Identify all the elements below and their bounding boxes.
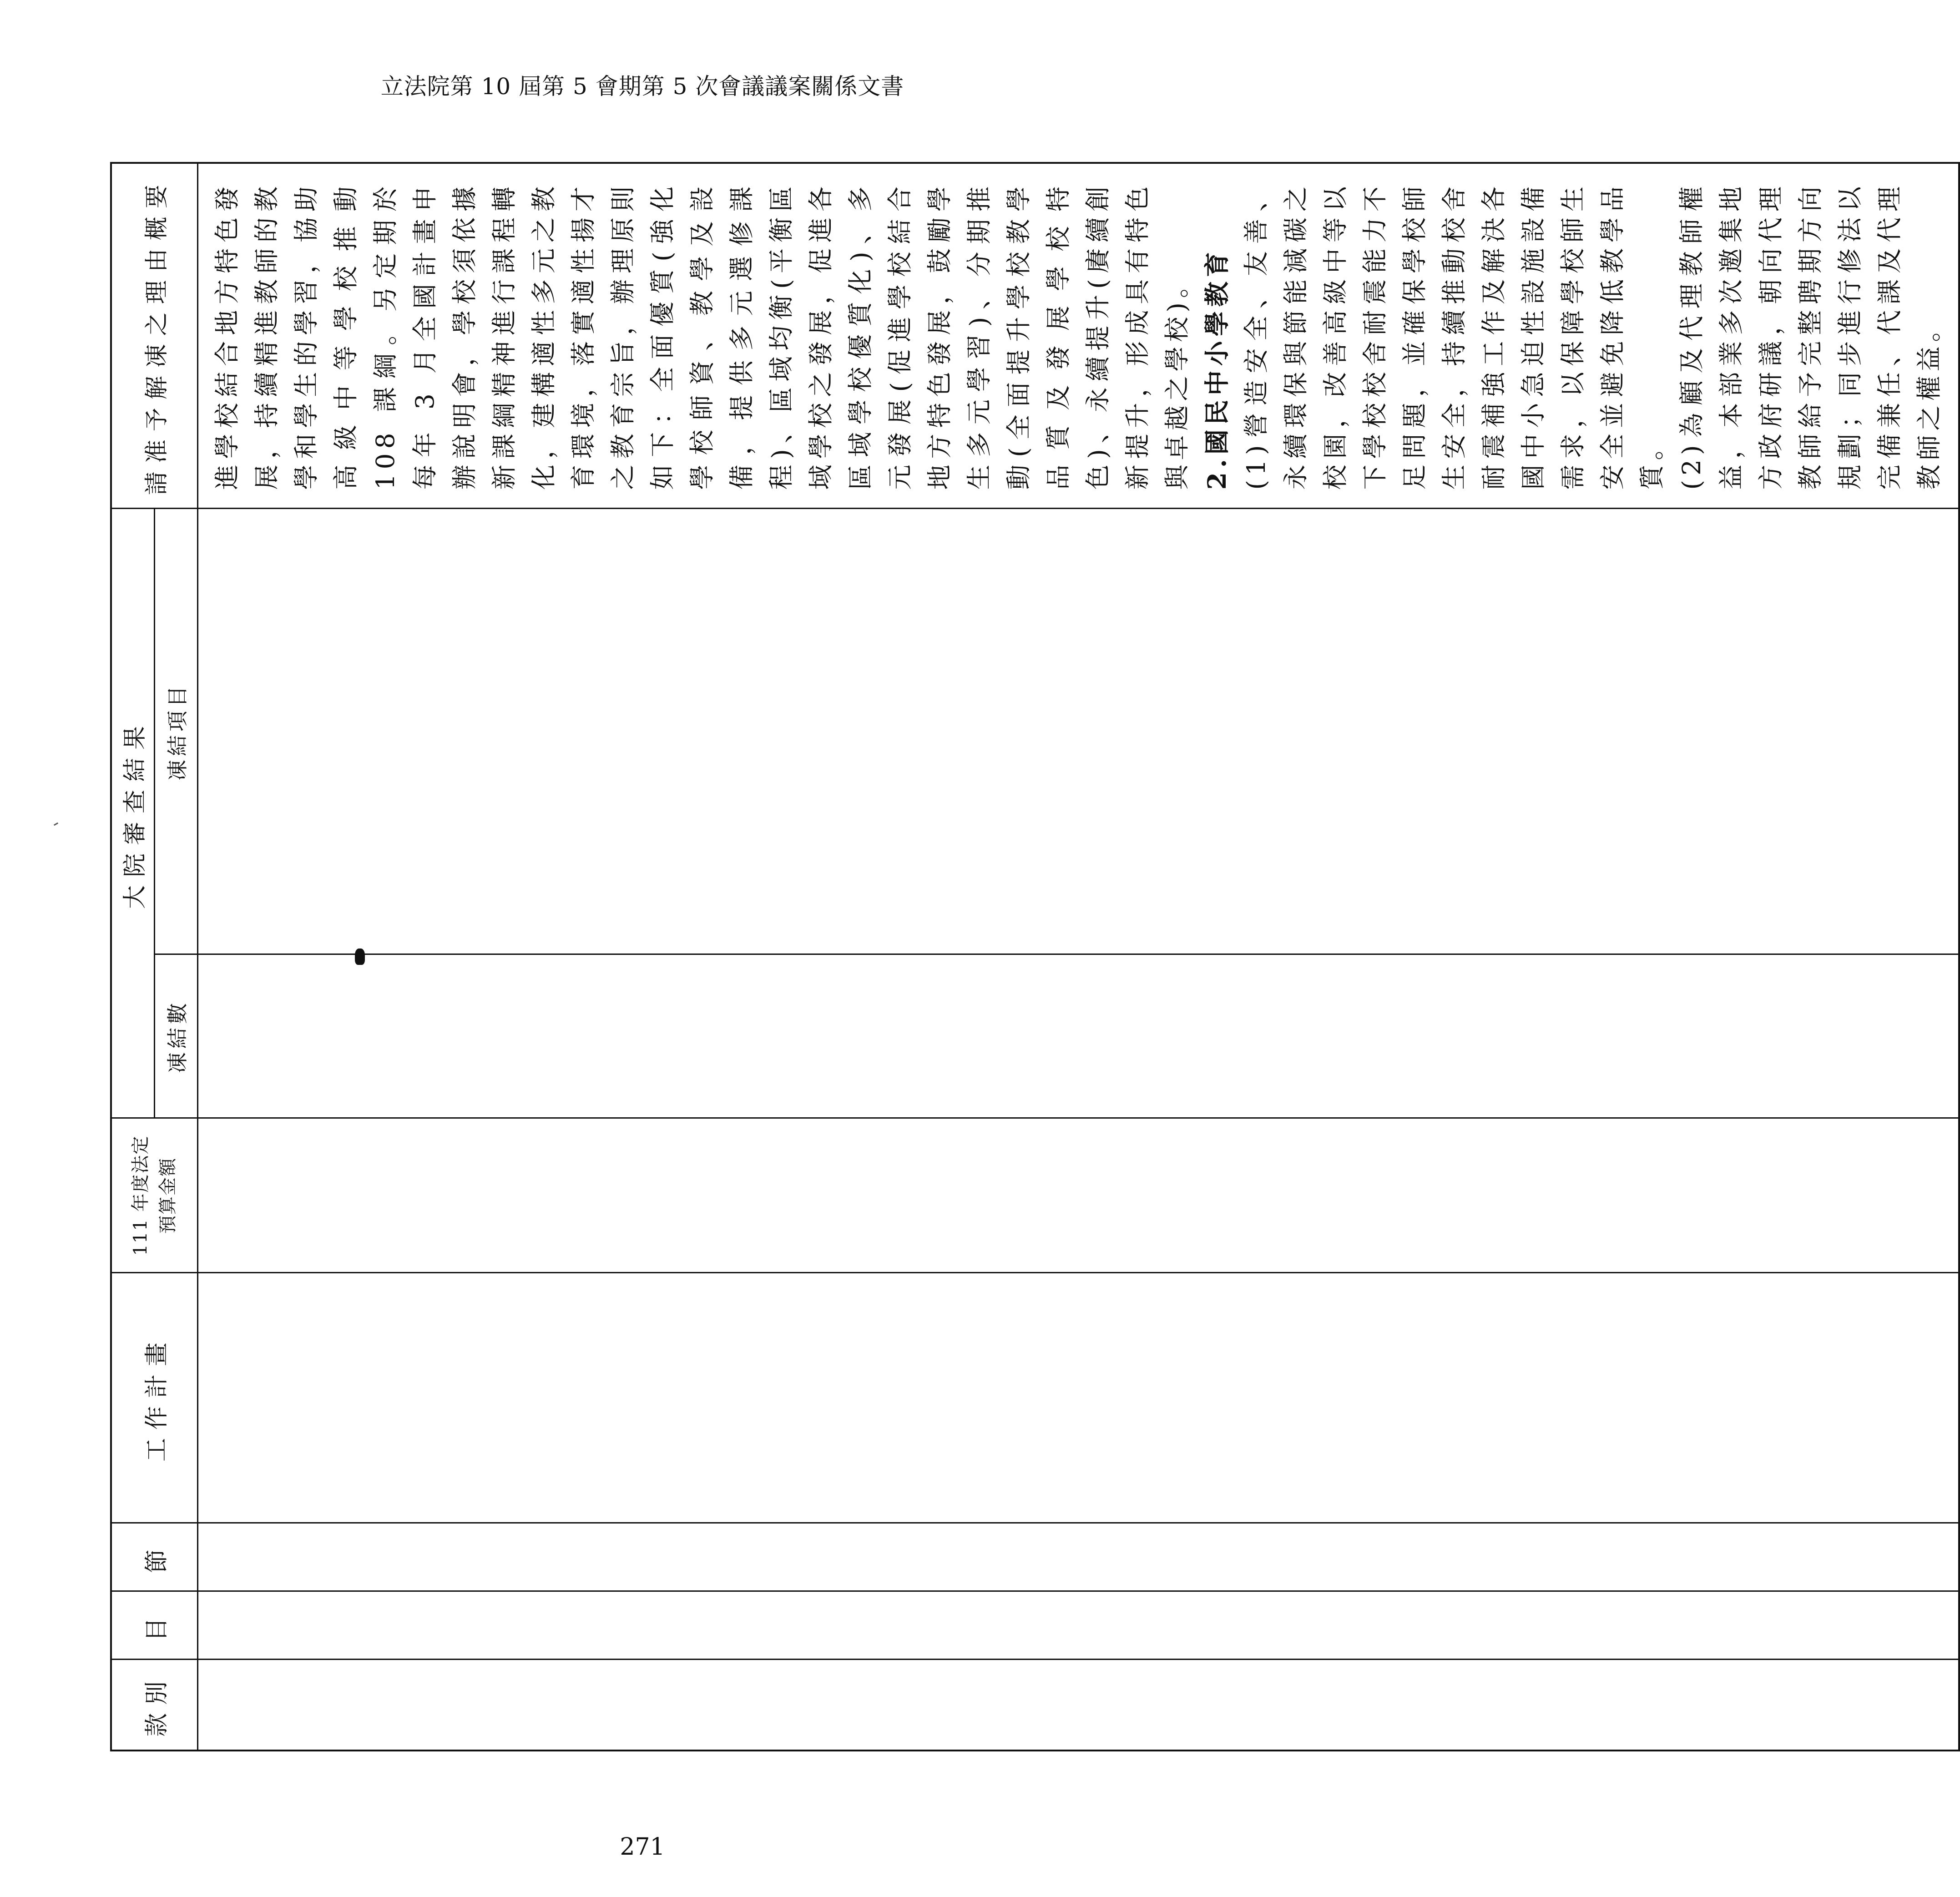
ink-smudge-mark: [355, 948, 365, 965]
cell-category: [197, 1660, 1959, 1751]
reason-text: [207, 182, 1949, 490]
col-item-header: 目: [111, 1591, 197, 1660]
cell-frozen-amount: [197, 954, 1959, 1118]
col-frozen-item-header: 凍結項目: [154, 509, 197, 954]
col-budget-header-bottom: 預算金額: [157, 1157, 179, 1234]
col-budget-header-top: 111 年度法定: [130, 1135, 152, 1256]
cell-item: [197, 1591, 1959, 1660]
cell-frozen-item: [197, 509, 1959, 954]
cell-budget: [197, 1118, 1959, 1273]
col-review-header: 大院審查結果: [111, 509, 154, 1118]
reason-paragraph-2: (1)營造安全、友善、永續環保與節能減碳之校園，改善高級中等以下學校校舍耐震能力不足問題，並確保學校師生安全，持續推動校舍耐震補強工作及解決各國中小急迫性設施設備需求，以保障學校師生安全並避免降低教學品質。: [1241, 182, 1667, 490]
reason-paragraph-3: (2)為顧及代理教師權益，本部業多次邀集地方政府研議，朝向代理教師給予完整聘期方向規劃；同步進行修法以完備兼任、代課及代理教師之權益。: [1677, 182, 1944, 490]
col-reason-header: 請准予解凍之理由概要: [111, 163, 197, 509]
cell-section: [197, 1523, 1959, 1591]
col-section-header: 節: [111, 1523, 197, 1591]
reason-paragraph-1: 進學校結合地方特色發展，持續精進教師的教學和學生的學習，協助高級中等學校推動 108 課綱。另定期於每年 3 月全國計畫申辦說明會，學校須依據新課綱精神進行課程轉化，建構適性多元之教育環境，落實適性揚才之教育宗旨，辦理原則如下：全面優質(強化學校師資、教學及設備，提供多元選修課程)、區域均衡(平衡區域學校之發展，促進各區域學校優質化)、多元發展(促進學校結合地方特色發展，鼓勵學生多元學習)、分期推動(全面提升學校教學品質及發展學校特色)、永續提升(賡續創新提升，形成具有特色與卓越之學校)。: [212, 182, 1192, 490]
col-frozen-amount-header: 凍結數: [154, 954, 197, 1118]
cell-reason: [197, 163, 1959, 509]
col-plan-header: 工作計畫: [111, 1273, 197, 1523]
col-category-header: 款別: [111, 1660, 197, 1751]
col-budget-header: [111, 1118, 197, 1273]
budget-unfreeze-table: [110, 162, 1960, 1751]
page-number: 271: [620, 1833, 665, 1861]
scan-speck-mark: [54, 822, 58, 826]
budget-table-rotated: [110, 164, 1944, 1751]
document-header: 立法院第 10 屆第 5 會期第 5 次會議議案關係文書: [380, 73, 904, 100]
reason-heading-2: 2.國民中小學教育: [1202, 247, 1232, 490]
cell-plan: [197, 1273, 1959, 1523]
